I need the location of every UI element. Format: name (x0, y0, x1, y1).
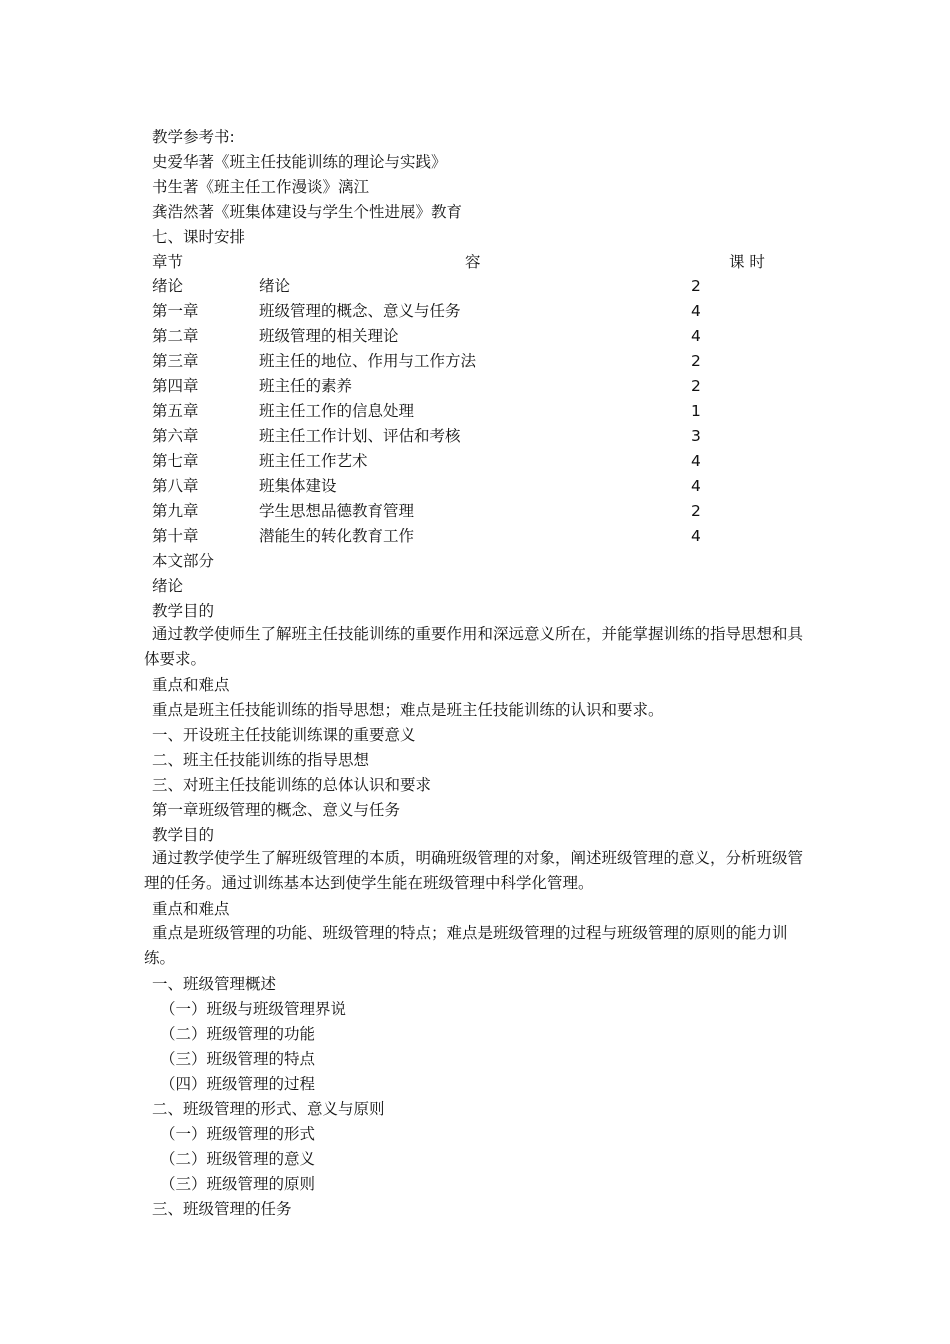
chapter1-subsection: （四）班级管理的过程 (160, 1075, 316, 1093)
chapter1-section: 二、班级管理的形式、意义与原则 (152, 1100, 385, 1118)
chapter1-section: 一、班级管理概述 (152, 975, 277, 993)
row-content: 班主任的地位、作用与工作方法 (259, 352, 477, 370)
intro-goal-text: 通过教学使师生了解班主任技能训练的重要作用和深远意义所在，并能掌握训练的指导思想和具体要求。 (144, 625, 804, 668)
row-hours: 2 (691, 502, 701, 520)
table-row (0, 326, 950, 346)
row-hours: 4 (691, 302, 701, 320)
reference-item: 龚浩然著《班集体建设与学生个性进展》教育 (152, 203, 463, 221)
row-hours: 4 (691, 327, 701, 345)
references-heading: 教学参考书: (152, 128, 235, 146)
table-row (0, 351, 950, 371)
section-title: 本文部分 (152, 552, 215, 570)
intro-point: 三、对班主任技能训练的总体认识和要求 (152, 776, 432, 794)
table-row (0, 526, 950, 546)
chapter1-key-label: 重点和难点 (152, 900, 230, 918)
table-row (0, 276, 950, 296)
row-content: 班主任工作计划、评估和考核 (259, 427, 461, 445)
chapter1-subsection: （三）班级管理的特点 (160, 1050, 316, 1068)
row-content: 班集体建设 (259, 477, 337, 495)
row-hours: 2 (691, 352, 701, 370)
row-chapter: 第四章 (152, 377, 199, 395)
table-row (0, 476, 950, 496)
chapter1-section: 三、班级管理的任务 (152, 1200, 292, 1218)
chapter1-subsection: （二）班级管理的功能 (160, 1025, 316, 1043)
table-row (0, 451, 950, 471)
row-hours: 4 (691, 477, 701, 495)
row-content: 班主任的素养 (259, 377, 353, 395)
chapter1-title: 第一章班级管理的概念、意义与任务 (152, 801, 401, 819)
chapter1-goal-text: 通过教学使学生了解班级管理的本质，明确班级管理的对象，阐述班级管理的意义，分析班级管理的任务。通过训练基本达到使学生能在班级管理中科学化管理。 (144, 849, 804, 892)
row-content: 潜能生的转化教育工作 (259, 527, 415, 545)
row-chapter: 第七章 (152, 452, 199, 470)
chapter1-subsection: （三）班级管理的原则 (160, 1175, 316, 1193)
intro-point: 二、班主任技能训练的指导思想 (152, 751, 370, 769)
row-chapter: 第九章 (152, 502, 199, 520)
row-hours: 2 (691, 277, 701, 295)
reference-item: 书生著《班主任工作漫谈》漓江 (152, 178, 370, 196)
intro-key-label: 重点和难点 (152, 676, 230, 694)
intro-point: 一、开设班主任技能训练课的重要意义 (152, 726, 416, 744)
chapter1-subsection: （二）班级管理的意义 (160, 1150, 316, 1168)
reference-item: 史爱华著《班主任技能训练的理论与实践》 (152, 153, 447, 171)
table-row (0, 501, 950, 521)
row-hours: 2 (691, 377, 701, 395)
intro-goal-label: 教学目的 (152, 602, 215, 620)
chapter1-key-text: 重点是班级管理的功能、班级管理的特点；难点是班级管理的过程与班级管理的原则的能力训练。 (144, 924, 788, 967)
row-hours: 3 (691, 427, 701, 445)
row-chapter: 第八章 (152, 477, 199, 495)
row-chapter: 第十章 (152, 527, 199, 545)
row-chapter: 第二章 (152, 327, 199, 345)
row-hours: 4 (691, 452, 701, 470)
row-content: 班级管理的相关理论 (259, 327, 399, 345)
table-row (0, 376, 950, 396)
row-content: 班主任工作的信息处理 (259, 402, 415, 420)
row-content: 班主任工作艺术 (259, 452, 368, 470)
row-content: 学生思想品德教育管理 (259, 502, 415, 520)
intro-key-text: 重点是班主任技能训练的指导思想；难点是班主任技能训练的认识和要求。 (152, 701, 664, 719)
table-row (0, 401, 950, 421)
header-content: 容 (465, 253, 481, 271)
intro-title: 绪论 (152, 577, 184, 595)
row-hours: 4 (691, 527, 701, 545)
row-chapter: 第五章 (152, 402, 199, 420)
schedule-title: 七、课时安排 (152, 228, 246, 246)
row-chapter: 第六章 (152, 427, 199, 445)
row-content: 绪论 (259, 277, 291, 295)
header-chapter: 章节 (152, 253, 184, 271)
row-chapter: 第三章 (152, 352, 199, 370)
table-row (0, 426, 950, 446)
row-hours: 1 (691, 402, 701, 420)
header-hours: 课 时 (729, 253, 765, 271)
chapter1-goal-label: 教学目的 (152, 826, 215, 844)
chapter1-subsection: （一）班级管理的形式 (160, 1125, 316, 1143)
row-content: 班级管理的概念、意义与任务 (259, 302, 461, 320)
table-row (0, 301, 950, 321)
row-chapter: 第一章 (152, 302, 199, 320)
row-chapter: 绪论 (152, 277, 184, 295)
chapter1-subsection: （一）班级与班级管理界说 (160, 1000, 347, 1018)
